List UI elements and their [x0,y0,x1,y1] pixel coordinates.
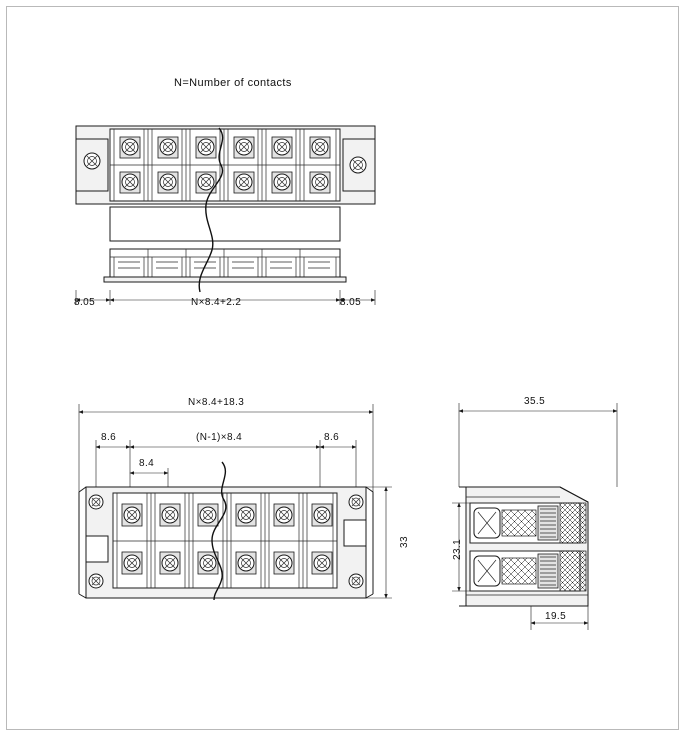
dim-top-left-margin: 8.05 [74,297,96,308]
dim-front-overall-width: N×8.4+18.3 [188,397,245,408]
dim-front-edge-to-last-hole: 8.6 [324,432,340,443]
dim-top-center-span: N×8.4+2.2 [191,297,242,308]
dim-front-overall-height: 33 [399,536,410,548]
dim-front-pitch: 8.4 [139,458,155,469]
top-view-geometry [76,126,375,305]
dim-side-base-depth: 19.5 [545,611,567,622]
dim-side-overall-depth: 35.5 [524,396,546,407]
dim-top-right-margin: 8.05 [340,297,362,308]
dim-front-hole-pitch-total: (N-1)×8.4 [196,432,243,443]
dim-front-edge-to-first-hole: 8.6 [101,432,117,443]
dim-side-body-height: 23.1 [452,538,463,560]
note-number-of-contacts: N=Number of contacts [174,77,292,89]
side-view-geometry [452,403,617,630]
